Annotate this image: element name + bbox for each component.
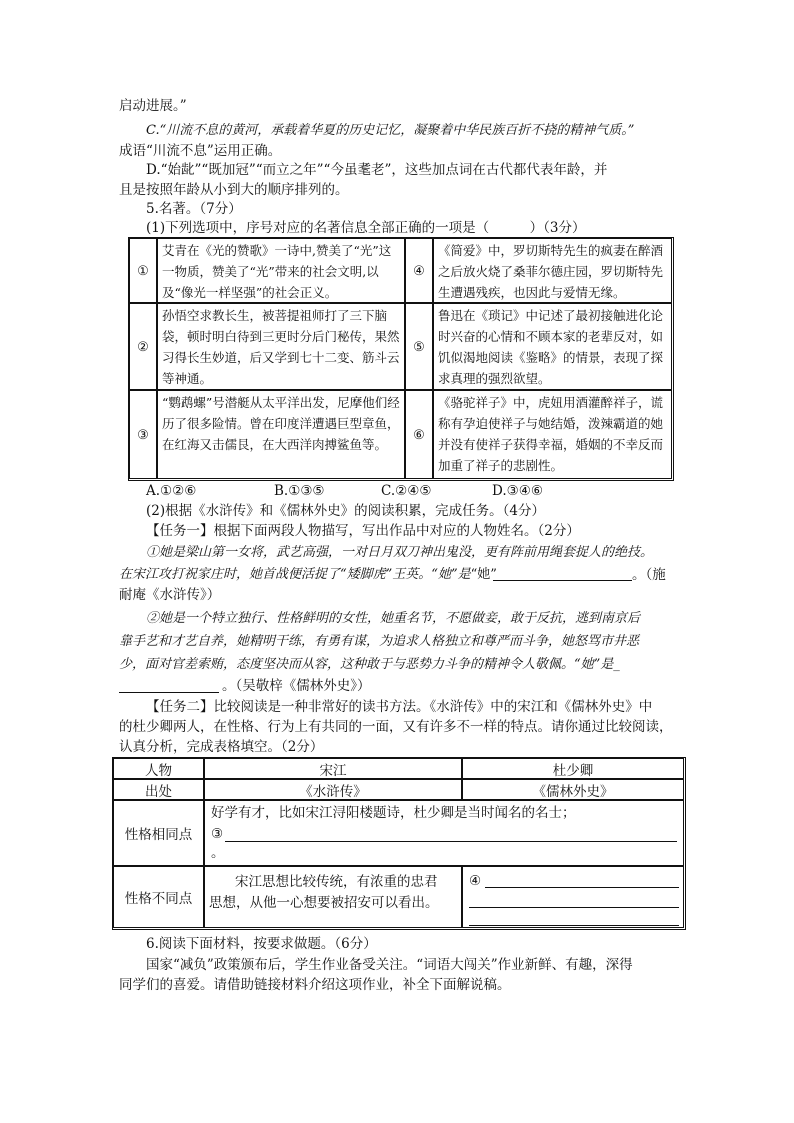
option-d-line1: D.“始龀”“既加冠”“而立之年”“今虽耄老”，这些加点词在古代都代表年龄，并 <box>146 162 608 178</box>
diff-du-cell <box>462 866 684 928</box>
table-row-3-text-2: 《骆驼祥子》中，虎妞用酒灌醉祥子，谎称有孕迫使祥子与她结婚，泼辣霸道的她并没有使祥子获得幸福，婚姻的不幸反而加重了祥子的悲剧性。 <box>433 390 672 479</box>
passage1-line3: 耐庵《水浒传》） <box>119 587 221 603</box>
passage2-line4: 。（吴敬梓《儒林外史》） <box>222 678 371 694</box>
answer-blank-5[interactable] <box>469 907 679 908</box>
passage2-line1: ②她是一个特立独行、性格鲜明的女性，她重名节，不愿做妾，敢于反抗，逃到南京后 <box>146 611 641 626</box>
table-row-1-num-2: ④ <box>405 238 433 303</box>
header-songjiang: 宋江 <box>204 758 462 779</box>
option-d: D.③④⑥ <box>492 483 543 499</box>
task2-heading <box>146 697 652 717</box>
passage1-line2-text: 在宋江攻打祝家庄时，她首战便活捉了“矮脚虎”王英。“她”是 <box>119 567 471 582</box>
table-row-3-text-1: “鹦鹉螺”号潜艇从太平洋出发，尼摩他们经历了很多险情。曾在印度洋遭遇巨型章鱼，在红海又击儒艮，在大西洋肉搏鲨鱼等。 <box>157 390 405 479</box>
task1-text: 根据下面两段人物描写，写出作品中对应的人物姓名。（2分） <box>213 523 580 539</box>
masterpiece-table <box>128 237 674 481</box>
same-end: 。 <box>211 845 225 861</box>
row-diff-label: 性格不同点 <box>113 866 204 928</box>
q5-title: 5.名著。（7分） <box>146 201 242 217</box>
task2-label: 【任务二】 <box>146 699 214 715</box>
table-row-1-text-1: 艾青在《光的赞歌》一诗中,赞美了“光”这一物质，赞美了“光”带来的社会文明,以及“像光一样坚强”的社会正义。 <box>157 238 405 303</box>
source-songjiang: 《水浒传》 <box>204 779 462 800</box>
passage2-line2: 靠手艺和才艺自养，她精明干练，有勇有谋，为追求人格独立和尊严而斗争，她怒骂市井恶 <box>119 634 640 649</box>
task2-line3: 认真分析，完成表格填空。（2分） <box>119 739 324 755</box>
table-row-2-num-1: ② <box>129 303 157 390</box>
task2-line2: 的杜少卿两人，在性格、行为上有共同的一面，又有许多不一样的特点。请你通过比较阅读， <box>119 719 673 735</box>
answer-blank-3[interactable] <box>225 841 677 842</box>
answer-blank-6[interactable] <box>469 925 679 926</box>
option-d-line2: 且是按照年龄从小到大的顺序排列的。 <box>119 182 349 198</box>
diff-songjiang-cell <box>204 866 462 928</box>
same-text: 好学有才，比如宋江浔阳楼题诗，杜少卿是当时闻名的名士； <box>211 805 576 821</box>
table-row-2-text-2: 鲁迅在《琐记》中记述了最初接触进化论时兴奋的心情和不顾本家的老辈反对，如饥似渴地阅读《鉴略》的情景，表现了探求真理的强烈欲望。 <box>433 303 672 390</box>
q5-sub2: (2)根据《水浒传》和《儒林外史》的阅读积累，完成任务。（4分） <box>146 503 545 519</box>
answer-blank-1[interactable] <box>493 580 632 581</box>
option-c: C.②④⑤ <box>381 483 432 499</box>
q5-sub1: (1)下列选项中，序号对应的名著信息全部正确的一项是（ ）（3分） <box>146 220 586 236</box>
same-cell <box>204 800 684 866</box>
diff-circle: ④ <box>469 873 482 889</box>
table-row-2-text-1: 孙悟空求教长生，被菩提祖师打了三下脑袋，顿时明白待到三更时分后门秘传，果然习得长生妙道，后又学到七十二变、筋斗云等神通。 <box>157 303 405 390</box>
table-row-1-num-1: ① <box>129 238 157 303</box>
passage1-line1: ①她是梁山第一女将，武艺高强，一对日月双刀神出鬼没，更有阵前用绳套捉人的绝技。 <box>146 545 654 560</box>
answer-blank-4[interactable] <box>485 887 679 888</box>
task2-line1: 比较阅读是一种非常好的读书方法。《水浒传》中的宋江和《儒林外史》中 <box>213 699 653 715</box>
diff-text-1: 宋江思想比较传统，有浓重的忠君 <box>235 874 438 890</box>
row-same-label: 性格相同点 <box>113 800 204 866</box>
header-du-shaoqing: 杜少卿 <box>462 758 684 779</box>
table-row-3-num-2: ⑥ <box>405 390 433 479</box>
task1-label: 【任务一】 <box>146 523 214 539</box>
header-person: 人物 <box>113 758 204 779</box>
diff-text-2: 思想，从他一心想要被招安可以看出。 <box>209 895 439 911</box>
comparison-table <box>112 757 686 930</box>
option-b: B.①③⑤ <box>274 483 325 499</box>
table-row-3-num-1: ③ <box>129 390 157 479</box>
row-source-label: 出处 <box>113 779 204 800</box>
option-c-line1: C.“川流不息的黄河，承载着华夏的历史记忆，凝聚着中华民族百折不挠的精神气质。” <box>146 123 635 138</box>
passage2-line3: 少，面对官差索贿，态度坚决而从容，这种敢于与恶势力斗争的精神令人敬佩。“她”是_ <box>119 657 620 672</box>
q6-line1: 国家“减负”政策颁布后，学生作业备受关注。“词语大闯关”作业新鲜、有趣，深得 <box>146 957 633 973</box>
table-row-1-text-2: 《简爱》中，罗切斯特先生的疯妻在醉酒之后放火烧了桑菲尔德庄园，罗切斯特先生遭遇残疾，也因此与爱情无缘。 <box>433 238 672 303</box>
passage1-line2-end: 。（施 <box>632 567 666 583</box>
source-du-shaoqing: 《儒林外史》 <box>462 779 684 800</box>
answer-blank-2[interactable] <box>119 692 219 693</box>
continuation-line: 启动进展。” <box>119 98 187 114</box>
same-circle: ③ <box>211 826 224 842</box>
option-c-line2: 成语“川流不息”运用正确。 <box>119 143 282 159</box>
q6-title: 6.阅读下面材料，按要求做题。（6分） <box>146 936 377 952</box>
task1-heading <box>146 521 580 541</box>
table-row-2-num-2: ⑤ <box>405 303 433 390</box>
passage1-line2: 在宋江攻打祝家庄时，她首战便活捉了“矮脚虎”王英。“她”是“她” <box>119 567 497 582</box>
q6-line2: 同学们的喜爱。请借助链接材料介绍这项作业，补全下面解说稿。 <box>119 977 511 993</box>
option-a: A.①②⑥ <box>146 483 197 499</box>
